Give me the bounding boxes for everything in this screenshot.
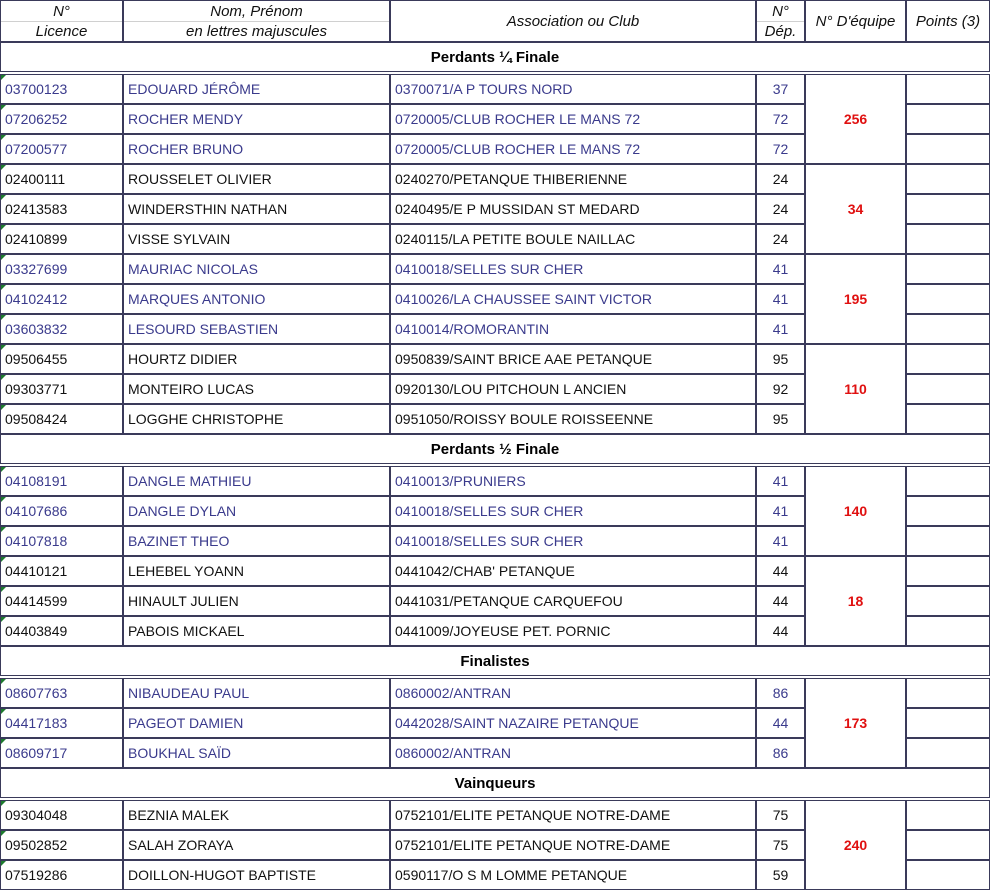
player-name-cell: PABOIS MICKAEL: [123, 616, 390, 646]
player-licence-cell: 04414599: [0, 586, 123, 616]
player-dep-cell: 24: [756, 194, 805, 224]
player-name-cell: HOURTZ DIDIER: [123, 344, 390, 374]
player-club-cell: 0240495/E P MUSSIDAN ST MEDARD: [390, 194, 756, 224]
player-dep-cell: 75: [756, 830, 805, 860]
header-dep-line1: N°: [772, 2, 789, 20]
player-dep-cell: 41: [756, 254, 805, 284]
player-name-cell: BAZINET THEO: [123, 526, 390, 556]
player-club-cell: 0920130/LOU PITCHOUN L ANCIEN: [390, 374, 756, 404]
player-licence-cell: 02413583: [0, 194, 123, 224]
player-name-cell: DANGLE DYLAN: [123, 496, 390, 526]
player-name-cell: VISSE SYLVAIN: [123, 224, 390, 254]
team-number: 140: [805, 466, 906, 556]
points-cell: [906, 134, 990, 164]
player-licence-cell: 04107686: [0, 496, 123, 526]
points-cell: [906, 708, 990, 738]
player-name-cell: DOILLON-HUGOT BAPTISTE: [123, 860, 390, 890]
points-cell: [906, 466, 990, 496]
points-cell: [906, 284, 990, 314]
player-dep-cell: 37: [756, 74, 805, 104]
player-club-cell: 0590117/O S M LOMME PETANQUE: [390, 860, 756, 890]
header-licence-line1: N°: [53, 2, 70, 20]
player-club-cell: 0720005/CLUB ROCHER LE MANS 72: [390, 134, 756, 164]
player-name-cell: BEZNIA MALEK: [123, 800, 390, 830]
player-name-cell: LEHEBEL YOANN: [123, 556, 390, 586]
header-association: Association ou Club: [390, 0, 756, 42]
points-cell: [906, 224, 990, 254]
player-club-cell: 0410018/SELLES SUR CHER: [390, 496, 756, 526]
player-dep-cell: 92: [756, 374, 805, 404]
player-club-cell: 0240270/PETANQUE THIBERIENNE: [390, 164, 756, 194]
player-name-cell: MARQUES ANTONIO: [123, 284, 390, 314]
player-club-cell: 0410018/SELLES SUR CHER: [390, 254, 756, 284]
player-club-cell: 0860002/ANTRAN: [390, 738, 756, 768]
player-club-cell: 0240115/LA PETITE BOULE NAILLAC: [390, 224, 756, 254]
player-name-cell: LESOURD SEBASTIEN: [123, 314, 390, 344]
points-cell: [906, 254, 990, 284]
points-cell: [906, 104, 990, 134]
player-dep-cell: 72: [756, 134, 805, 164]
player-licence-cell: 03603832: [0, 314, 123, 344]
header-licence-line2: Licence: [1, 21, 122, 41]
player-name-cell: DANGLE MATHIEU: [123, 466, 390, 496]
player-dep-cell: 59: [756, 860, 805, 890]
team-number: 195: [805, 254, 906, 344]
player-club-cell: 0951050/ROISSY BOULE ROISSEENNE: [390, 404, 756, 434]
player-dep-cell: 41: [756, 496, 805, 526]
header-dep-line2: Dép.: [757, 21, 804, 41]
points-cell: [906, 678, 990, 708]
player-club-cell: 0410018/SELLES SUR CHER: [390, 526, 756, 556]
points-cell: [906, 616, 990, 646]
player-name-cell: ROCHER BRUNO: [123, 134, 390, 164]
header-licence: [0, 0, 123, 42]
player-licence-cell: 04107818: [0, 526, 123, 556]
player-dep-cell: 41: [756, 466, 805, 496]
player-dep-cell: 95: [756, 404, 805, 434]
player-club-cell: 0720005/CLUB ROCHER LE MANS 72: [390, 104, 756, 134]
player-licence-cell: 09304048: [0, 800, 123, 830]
player-club-cell: 0441009/JOYEUSE PET. PORNIC: [390, 616, 756, 646]
team-number: 256: [805, 74, 906, 164]
player-dep-cell: 24: [756, 224, 805, 254]
player-name-cell: EDOUARD JÉRÔME: [123, 74, 390, 104]
player-club-cell: 0860002/ANTRAN: [390, 678, 756, 708]
player-licence-cell: 03327699: [0, 254, 123, 284]
player-club-cell: 0370071/A P TOURS NORD: [390, 74, 756, 104]
header-nom: [123, 0, 390, 42]
player-dep-cell: 75: [756, 800, 805, 830]
player-dep-cell: 44: [756, 556, 805, 586]
header-dep: [756, 0, 805, 42]
player-club-cell: 0410014/ROMORANTIN: [390, 314, 756, 344]
team-number: 110: [805, 344, 906, 434]
points-cell: [906, 314, 990, 344]
player-licence-cell: 08609717: [0, 738, 123, 768]
player-name-cell: PAGEOT DAMIEN: [123, 708, 390, 738]
points-cell: [906, 800, 990, 830]
player-name-cell: ROCHER MENDY: [123, 104, 390, 134]
player-dep-cell: 44: [756, 586, 805, 616]
section-title: Perdants ½ Finale: [0, 434, 990, 464]
points-cell: [906, 194, 990, 224]
team-number: 173: [805, 678, 906, 768]
player-dep-cell: 86: [756, 678, 805, 708]
player-club-cell: 0410013/PRUNIERS: [390, 466, 756, 496]
player-licence-cell: 03700123: [0, 74, 123, 104]
player-club-cell: 0441042/CHAB' PETANQUE: [390, 556, 756, 586]
player-club-cell: 0442028/SAINT NAZAIRE PETANQUE: [390, 708, 756, 738]
header-nom-line2: en lettres majuscules: [124, 21, 389, 41]
player-licence-cell: 07206252: [0, 104, 123, 134]
player-dep-cell: 44: [756, 708, 805, 738]
points-cell: [906, 586, 990, 616]
player-name-cell: ROUSSELET OLIVIER: [123, 164, 390, 194]
section-title: Perdants ¼ Finale: [0, 42, 990, 72]
player-dep-cell: 95: [756, 344, 805, 374]
points-cell: [906, 164, 990, 194]
team-number: 18: [805, 556, 906, 646]
player-licence-cell: 08607763: [0, 678, 123, 708]
player-licence-cell: 07519286: [0, 860, 123, 890]
player-club-cell: 0752101/ELITE PETANQUE NOTRE-DAME: [390, 800, 756, 830]
player-name-cell: HINAULT JULIEN: [123, 586, 390, 616]
points-cell: [906, 830, 990, 860]
points-cell: [906, 404, 990, 434]
player-club-cell: 0410026/LA CHAUSSEE SAINT VICTOR: [390, 284, 756, 314]
player-name-cell: MAURIAC NICOLAS: [123, 254, 390, 284]
points-cell: [906, 496, 990, 526]
player-licence-cell: 02410899: [0, 224, 123, 254]
points-cell: [906, 374, 990, 404]
player-dep-cell: 24: [756, 164, 805, 194]
player-licence-cell: 04403849: [0, 616, 123, 646]
header-nom-line1: Nom, Prénom: [210, 2, 303, 20]
player-dep-cell: 72: [756, 104, 805, 134]
player-licence-cell: 07200577: [0, 134, 123, 164]
player-licence-cell: 09502852: [0, 830, 123, 860]
player-name-cell: LOGGHE CHRISTOPHE: [123, 404, 390, 434]
points-cell: [906, 74, 990, 104]
player-licence-cell: 04417183: [0, 708, 123, 738]
section-title: Finalistes: [0, 646, 990, 676]
player-club-cell: 0441031/PETANQUE CARQUEFOU: [390, 586, 756, 616]
player-club-cell: 0950839/SAINT BRICE AAE PETANQUE: [390, 344, 756, 374]
player-licence-cell: 09303771: [0, 374, 123, 404]
player-name-cell: WINDERSTHIN NATHAN: [123, 194, 390, 224]
player-licence-cell: 09506455: [0, 344, 123, 374]
player-licence-cell: 04410121: [0, 556, 123, 586]
points-cell: [906, 860, 990, 890]
header-points: Points (3): [906, 0, 990, 42]
player-name-cell: BOUKHAL SAÏD: [123, 738, 390, 768]
player-dep-cell: 41: [756, 284, 805, 314]
points-cell: [906, 526, 990, 556]
player-name-cell: SALAH ZORAYA: [123, 830, 390, 860]
player-dep-cell: 44: [756, 616, 805, 646]
player-club-cell: 0752101/ELITE PETANQUE NOTRE-DAME: [390, 830, 756, 860]
player-licence-cell: 04108191: [0, 466, 123, 496]
player-licence-cell: 09508424: [0, 404, 123, 434]
player-name-cell: NIBAUDEAU PAUL: [123, 678, 390, 708]
player-name-cell: MONTEIRO LUCAS: [123, 374, 390, 404]
player-dep-cell: 86: [756, 738, 805, 768]
team-number: 34: [805, 164, 906, 254]
points-cell: [906, 556, 990, 586]
points-cell: [906, 344, 990, 374]
player-licence-cell: 02400111: [0, 164, 123, 194]
player-licence-cell: 04102412: [0, 284, 123, 314]
header-equipe: N° D'équipe: [805, 0, 906, 42]
player-dep-cell: 41: [756, 526, 805, 556]
player-dep-cell: 41: [756, 314, 805, 344]
team-number: 240: [805, 800, 906, 890]
points-cell: [906, 738, 990, 768]
section-title: Vainqueurs: [0, 768, 990, 798]
